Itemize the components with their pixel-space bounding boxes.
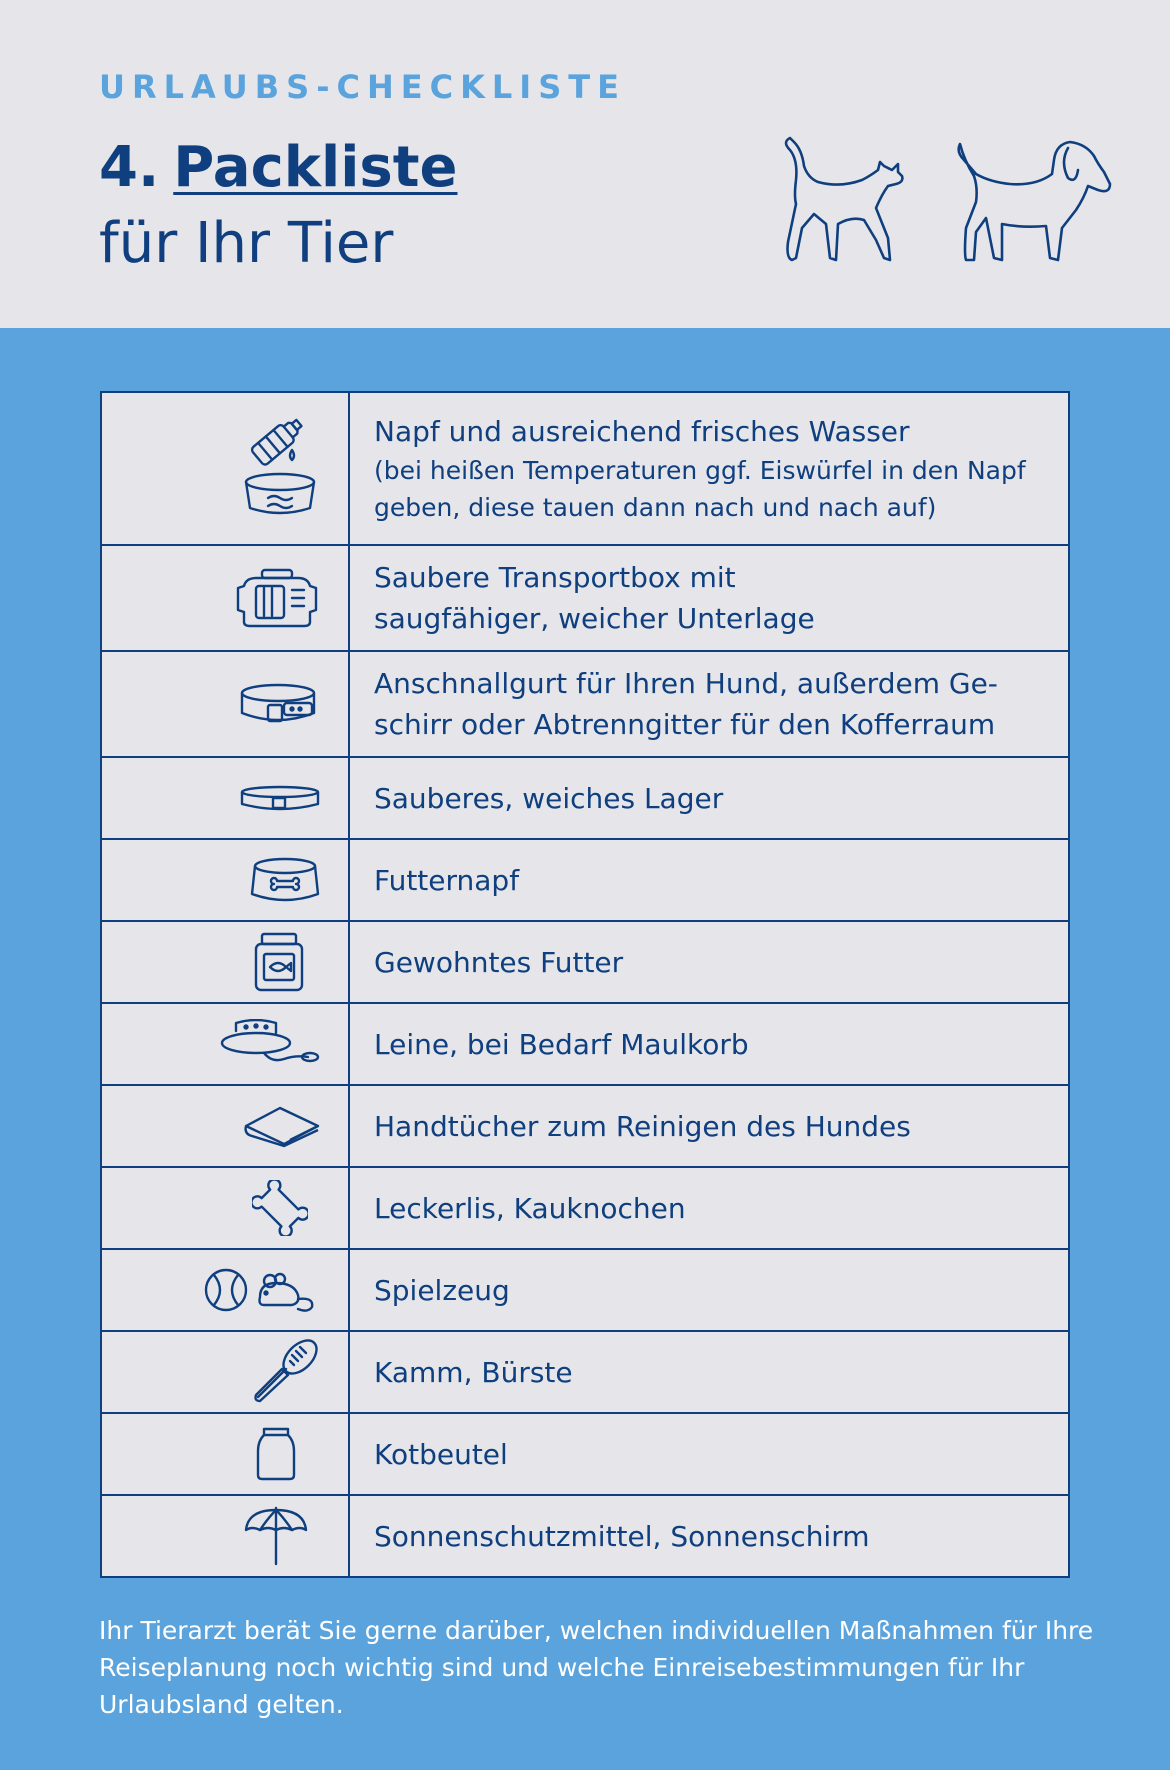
item-text-cell bbox=[350, 758, 1068, 838]
item-text-cell bbox=[350, 1496, 1068, 1576]
icon-cell bbox=[102, 1332, 350, 1412]
umbrella-icon bbox=[244, 1506, 308, 1566]
item-label: Saubere Transportbox mit saugfähiger, weicher Unterlage bbox=[374, 561, 815, 635]
item-text-cell bbox=[350, 393, 1068, 544]
checklist-row bbox=[102, 1248, 1068, 1330]
checklist-row bbox=[102, 838, 1068, 920]
item-label: Sauberes, weiches Lager bbox=[374, 781, 724, 815]
item-label: Anschnallgurt für Ihren Hund, außerdem Ge-schirr oder Abtrenngitter für den Kofferraum bbox=[374, 667, 998, 741]
water-bottle-bowl-icon bbox=[240, 414, 320, 524]
item-label: Leckerlis, Kauknochen bbox=[374, 1191, 686, 1225]
icon-cell bbox=[102, 1004, 350, 1084]
item-label: Gewohntes Futter bbox=[374, 945, 624, 979]
towel-icon bbox=[244, 1104, 320, 1148]
item-text-cell bbox=[350, 1250, 1068, 1330]
checklist-row bbox=[102, 544, 1068, 650]
cat-dog-icon bbox=[780, 132, 1116, 268]
food-bowl-icon bbox=[250, 856, 320, 904]
item-text-cell bbox=[350, 1414, 1068, 1494]
item-label: Spielzeug bbox=[374, 1273, 510, 1307]
item-note: (bei heißen Temperaturen ggf. Eiswürfel in den Napf geben, diese tauen dann nach und nach auf) bbox=[374, 456, 1026, 522]
icon-cell bbox=[102, 1496, 350, 1576]
footer-note: Ihr Tierarzt berät Sie gerne darüber, welchen individuellen Maßnahmen für Ihre Reiseplanung noch wichtig sind und welche Einreisebestimmungen für Ihr Urlaubsland gelten. bbox=[99, 1616, 1094, 1719]
checklist-row bbox=[102, 393, 1068, 544]
item-text-cell bbox=[350, 1004, 1068, 1084]
item-label: Leine, bei Bedarf Maulkorb bbox=[374, 1027, 749, 1061]
seat-belt-icon bbox=[240, 681, 320, 727]
header-section bbox=[0, 0, 1170, 328]
item-label: Sonnenschutzmittel, Sonnenschirm bbox=[374, 1519, 870, 1553]
checklist-table bbox=[100, 391, 1070, 1578]
title-main: Packliste bbox=[173, 135, 458, 200]
checklist-row bbox=[102, 1002, 1068, 1084]
checklist-row bbox=[102, 1412, 1068, 1494]
toys-icon bbox=[204, 1267, 320, 1313]
item-label: Napf und ausreichend frisches Wasser bbox=[374, 415, 910, 448]
section-number: 4. bbox=[99, 135, 160, 200]
icon-cell bbox=[102, 840, 350, 920]
checklist-row bbox=[102, 1330, 1068, 1412]
icon-cell bbox=[102, 1414, 350, 1494]
checklist-row bbox=[102, 1494, 1068, 1576]
icon-cell bbox=[102, 1250, 350, 1330]
checklist-row bbox=[102, 1084, 1068, 1166]
item-text-cell bbox=[350, 1332, 1068, 1412]
item-text-cell bbox=[350, 922, 1068, 1002]
checklist-row bbox=[102, 650, 1068, 756]
item-label: Kotbeutel bbox=[374, 1437, 508, 1471]
checklist-row bbox=[102, 756, 1068, 838]
brush-icon bbox=[252, 1339, 320, 1405]
bed-icon bbox=[240, 783, 320, 813]
bone-icon bbox=[252, 1180, 308, 1236]
item-text-cell bbox=[350, 840, 1068, 920]
food-can-icon bbox=[254, 932, 304, 992]
checklist-row bbox=[102, 1166, 1068, 1248]
item-text-cell bbox=[350, 546, 1068, 650]
item-text-cell bbox=[350, 1086, 1068, 1166]
item-label: Handtücher zum Reinigen des Hundes bbox=[374, 1109, 911, 1143]
icon-cell bbox=[102, 758, 350, 838]
item-label: Kamm, Bürste bbox=[374, 1355, 573, 1389]
page-subtitle: für Ihr Tier bbox=[99, 211, 394, 276]
page-title bbox=[99, 130, 458, 206]
icon-cell bbox=[102, 1168, 350, 1248]
poop-bag-icon bbox=[256, 1427, 296, 1481]
icon-cell bbox=[102, 652, 350, 756]
transport-box-icon bbox=[234, 566, 320, 630]
item-text-cell bbox=[350, 652, 1068, 756]
item-text-cell bbox=[350, 1168, 1068, 1248]
icon-cell bbox=[102, 922, 350, 1002]
eyebrow-label: URLAUBS-CHECKLISTE bbox=[99, 68, 626, 106]
icon-cell bbox=[102, 393, 350, 544]
icon-cell bbox=[102, 1086, 350, 1166]
checklist-row bbox=[102, 920, 1068, 1002]
icon-cell bbox=[102, 546, 350, 650]
item-label: Futternapf bbox=[374, 863, 520, 897]
leash-icon bbox=[220, 1019, 320, 1069]
